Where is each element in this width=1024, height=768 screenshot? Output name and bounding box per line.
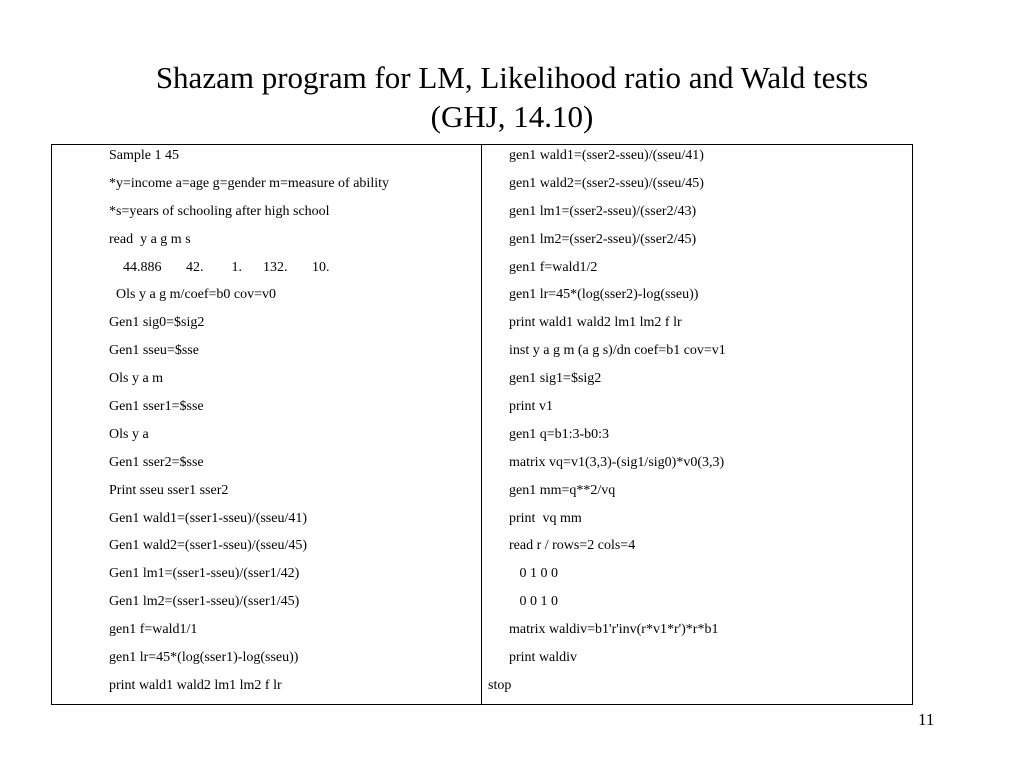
left-code-line: Print sseu sser1 sser2 (88, 482, 229, 498)
left-code-line: Gen1 sig0=$sig2 (88, 315, 205, 331)
left-code-line: Gen1 lm1=(sser1-sseu)/(sser1/42) (88, 566, 300, 582)
right-code-line: matrix waldiv=b1'r'inv(r*v1*r')*r*b1 (488, 622, 719, 638)
left-code-line: Ols y a g m/coef=b0 cov=v0 (88, 287, 277, 303)
column-divider (481, 145, 482, 704)
right-code-line: gen1 wald1=(sser2-sseu)/(sseu/41) (488, 148, 704, 163)
left-code-line: *y=income a=age g=gender m=measure of ability (88, 175, 389, 191)
slide-title (0, 58, 1024, 136)
right-code-line: stop (488, 677, 512, 693)
right-code-line: 0 1 0 0 (488, 566, 558, 582)
left-code-line: 44.886 42. 1. 132. 10. (88, 259, 330, 275)
left-code-line: Gen1 sser1=$sse (88, 399, 204, 415)
right-code-line: print waldiv (488, 650, 578, 666)
program-left-column (88, 147, 389, 705)
right-code-line: inst y a g m (a g s)/dn coef=b1 cov=v1 (488, 343, 726, 359)
right-code-line: print wald1 wald2 lm1 lm2 f lr (488, 315, 682, 331)
left-code-line: Gen1 sseu=$sse (88, 343, 199, 359)
left-code-line: *s=years of schooling after high school (88, 203, 330, 219)
left-code-line: Sample 1 45 (88, 148, 179, 163)
page-number: 11 (918, 710, 935, 729)
right-code-line: gen1 q=b1:3-b0:3 (488, 426, 610, 442)
right-code-line: gen1 sig1=$sig2 (488, 371, 602, 387)
right-code-line: gen1 lm1=(sser2-sseu)/(sser2/43) (488, 203, 697, 219)
left-code-line: Gen1 wald2=(sser1-sseu)/(sseu/45) (88, 538, 308, 554)
right-code-line: print vq mm (488, 510, 582, 526)
right-code-line: gen1 lm2=(sser2-sseu)/(sser2/45) (488, 231, 697, 247)
right-code-line: print v1 (488, 399, 553, 415)
right-code-line: matrix vq=v1(3,3)-(sig1/sig0)*v0(3,3) (488, 454, 725, 470)
program-right-column (488, 147, 726, 705)
left-code-line: gen1 f=wald1/1 (88, 622, 198, 638)
slide-title-line-2: (GHJ, 14.10) (430, 99, 594, 134)
slide-title-line-1: Shazam program for LM, Likelihood ratio and Wald tests (155, 60, 869, 95)
right-code-line: read r / rows=2 cols=4 (488, 538, 636, 554)
left-code-line: gen1 lr=45*(log(sser1)-log(sseu)) (88, 650, 299, 666)
right-code-line: gen1 f=wald1/2 (488, 259, 598, 275)
right-code-line: gen1 lr=45*(log(sser2)-log(sseu)) (488, 287, 699, 303)
left-code-line: Gen1 lm2=(sser1-sseu)/(sser1/45) (88, 594, 300, 610)
left-code-line: print wald1 wald2 lm1 lm2 f lr (88, 677, 282, 693)
right-code-line: gen1 wald2=(sser2-sseu)/(sseu/45) (488, 175, 704, 191)
right-code-line: 0 0 1 0 (488, 594, 558, 610)
program-table (51, 144, 913, 705)
left-code-line: Gen1 wald1=(sser1-sseu)/(sseu/41) (88, 510, 308, 526)
right-code-line: gen1 mm=q**2/vq (488, 482, 616, 498)
left-code-line: Ols y a m (88, 371, 164, 387)
left-code-line: Gen1 sser2=$sse (88, 454, 204, 470)
left-code-line: Ols y a (88, 426, 149, 442)
left-code-line: read y a g m s (88, 231, 191, 247)
